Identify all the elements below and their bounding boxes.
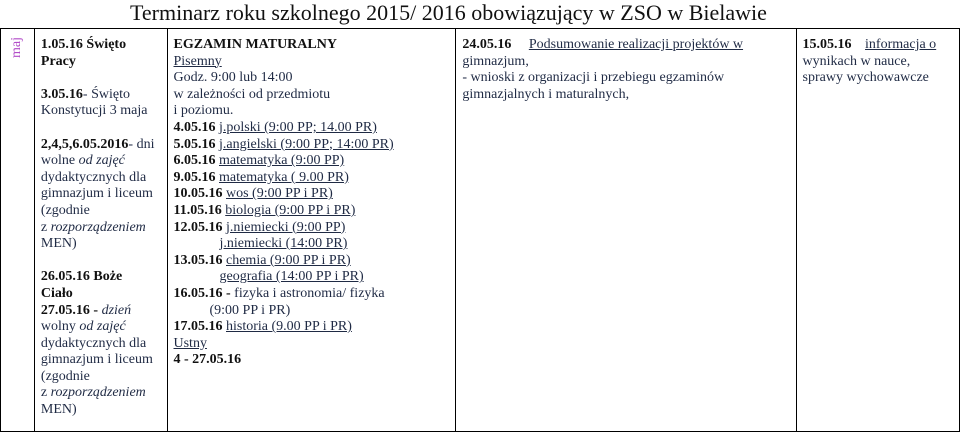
- exam-subject: j.polski (9:00 PP; 14.00 PR): [219, 119, 377, 135]
- holiday-text: z: [40, 385, 51, 401]
- holiday-line: [41, 286, 161, 303]
- exam-row: [174, 303, 450, 320]
- exam-date: 12.05.16: [173, 219, 226, 235]
- exam-heading: EGZAMIN MATURALNY: [173, 37, 337, 52]
- exam-list: [174, 120, 450, 336]
- holiday-line: [41, 402, 161, 419]
- info-line-2: wynikach w nauce,: [802, 53, 911, 69]
- summary-line-3: - wnioski z organizacji i przebiegu egzaminów: [462, 70, 725, 86]
- exam-row: [174, 203, 450, 220]
- holiday-text: wolne: [40, 153, 79, 169]
- exam-row: [174, 137, 450, 154]
- holiday-line: [41, 336, 161, 353]
- exam-row: [174, 186, 450, 203]
- holiday-text: dydaktycznych dla: [40, 169, 147, 185]
- exam-row: [174, 236, 450, 253]
- holiday-text: z: [40, 219, 51, 235]
- exam-row: [174, 170, 450, 187]
- holiday-text: dydaktycznych dla: [40, 335, 147, 351]
- holiday-line: [41, 352, 161, 369]
- written-exam-label: Pisemny: [173, 53, 222, 69]
- exam-date: 17.05.16: [173, 319, 226, 335]
- month-cell: [1, 29, 35, 432]
- exam-subject: chemia (9:00 PP i PR): [226, 252, 351, 268]
- summary-line-1: Podsumowanie realizacji projektów w: [528, 37, 744, 52]
- holiday-line: [41, 303, 161, 320]
- exam-date: 11.05.16: [173, 202, 226, 218]
- table-row: [1, 29, 960, 432]
- holiday-text: dzień: [101, 302, 132, 318]
- month-label: maj: [9, 37, 24, 58]
- holiday-line: [41, 269, 161, 286]
- holiday-text: 1.05.16: [40, 37, 87, 52]
- holiday-line: [41, 153, 161, 170]
- holiday-text: Konstytucji 3 maja: [40, 103, 148, 119]
- exam-subject: j.angielski (9:00 PP; 14:00 PR): [219, 136, 394, 152]
- holiday-text: MEN): [40, 236, 77, 252]
- holiday-line: [41, 54, 161, 71]
- holiday-text: wolny: [40, 319, 80, 335]
- exam-time-line: Godz. 9:00 lub 14:00: [173, 70, 293, 86]
- summary-line-2: gimnazjum,: [462, 53, 529, 69]
- holiday-text: od zajęć: [79, 319, 126, 335]
- exam-subject: historia (9.00 PP i PR): [226, 319, 352, 335]
- holiday-text: (zgodnie: [40, 368, 90, 384]
- holiday-text: MEN): [40, 402, 77, 418]
- info-cell: [796, 29, 959, 432]
- summary-date: 24.05.16: [462, 37, 512, 52]
- summary-line-4: gimnazjalnych i maturalnych,: [462, 86, 630, 102]
- exam-row: [174, 286, 450, 303]
- line-gap: [41, 253, 161, 270]
- holiday-text: - Święto: [82, 86, 130, 102]
- holidays-cell: [34, 29, 167, 432]
- holiday-text: 27.05.16 -: [40, 302, 102, 318]
- page-title: Terminarz roku szkolnego 2015/ 2016 obowiązujący w ZSO w Bielawie: [130, 0, 767, 25]
- info-line-3: sprawy wychowawcze: [802, 70, 929, 86]
- holiday-line: [41, 37, 161, 54]
- holiday-line: [41, 103, 161, 120]
- holiday-line: [41, 369, 161, 386]
- schedule-table: [0, 28, 960, 432]
- oral-exam-label: Ustny: [173, 335, 207, 351]
- holiday-text: gimnazjum i liceum: [40, 186, 153, 202]
- exam-subject: (9:00 PP i PR): [209, 302, 291, 318]
- holiday-line: [41, 186, 161, 203]
- exam-subject: matematyka ( 9.00 PR): [219, 169, 349, 185]
- holiday-text: 26.05.16: [40, 269, 94, 285]
- exam-date: 16.05.16 -: [173, 285, 235, 301]
- exam-date: 9.05.16: [173, 169, 219, 185]
- exam-subject: fizyka i astronomia/ fizyka: [234, 285, 385, 301]
- exam-depends-line-2: i poziomu.: [173, 103, 234, 119]
- holiday-text: - dni: [128, 136, 155, 152]
- oral-exam-dates: 4 - 27.05.16: [173, 352, 242, 368]
- exam-date: 10.05.16: [173, 186, 226, 202]
- exam-date: 6.05.16: [173, 153, 219, 169]
- exams-cell: [167, 29, 456, 432]
- info-line-1: informacja o: [865, 37, 937, 52]
- holiday-text: Boże: [93, 269, 123, 285]
- exam-depends-line: w zależności od przedmiotu: [173, 86, 331, 102]
- holiday-text: od zajęć: [78, 153, 125, 169]
- exam-row: [174, 269, 450, 286]
- exam-date: 4.05.16: [173, 119, 219, 135]
- exam-row: [174, 253, 450, 270]
- exam-subject: geografia (14:00 PP i PR): [219, 269, 364, 285]
- holiday-line: [41, 385, 161, 402]
- holiday-text: Pracy: [40, 53, 76, 69]
- holiday-line: [41, 220, 161, 237]
- exam-subject: matematyka (9:00 PP): [219, 153, 345, 169]
- exam-subject: j.niemiecki (9:00 PP): [226, 219, 346, 235]
- holiday-line: [41, 87, 161, 104]
- exam-date: 13.05.16: [173, 252, 226, 268]
- holiday-text: rozporządzeniem: [50, 385, 146, 401]
- holidays-list: [41, 37, 161, 419]
- holiday-line: [41, 203, 161, 220]
- info-date: 15.05.16: [802, 37, 852, 52]
- exam-subject: wos (9:00 PP i PR): [226, 186, 333, 202]
- exam-subject: j.niemiecki (14:00 PR): [219, 236, 348, 252]
- holiday-text: 2,4,5,6.05.2016: [40, 136, 129, 152]
- line-gap: [41, 70, 161, 87]
- holiday-line: [41, 170, 161, 187]
- holiday-text: (zgodnie: [40, 202, 90, 218]
- line-gap: [41, 120, 161, 137]
- holiday-line: [41, 319, 161, 336]
- exam-row: [174, 153, 450, 170]
- holiday-line: [41, 236, 161, 253]
- exam-row: [174, 220, 450, 237]
- exam-subject: biologia (9:00 PP i PR): [225, 202, 356, 218]
- holiday-line: [41, 137, 161, 154]
- holiday-text: rozporządzeniem: [50, 219, 146, 235]
- holiday-text: gimnazjum i liceum: [40, 352, 153, 368]
- holiday-text: Święto: [86, 37, 127, 52]
- exam-row: [174, 319, 450, 336]
- holiday-text: 3.05.16: [40, 86, 83, 102]
- exam-date: 5.05.16: [173, 136, 219, 152]
- exam-row: [174, 120, 450, 137]
- holiday-text: Ciało: [40, 285, 73, 301]
- summary-cell: [456, 29, 796, 432]
